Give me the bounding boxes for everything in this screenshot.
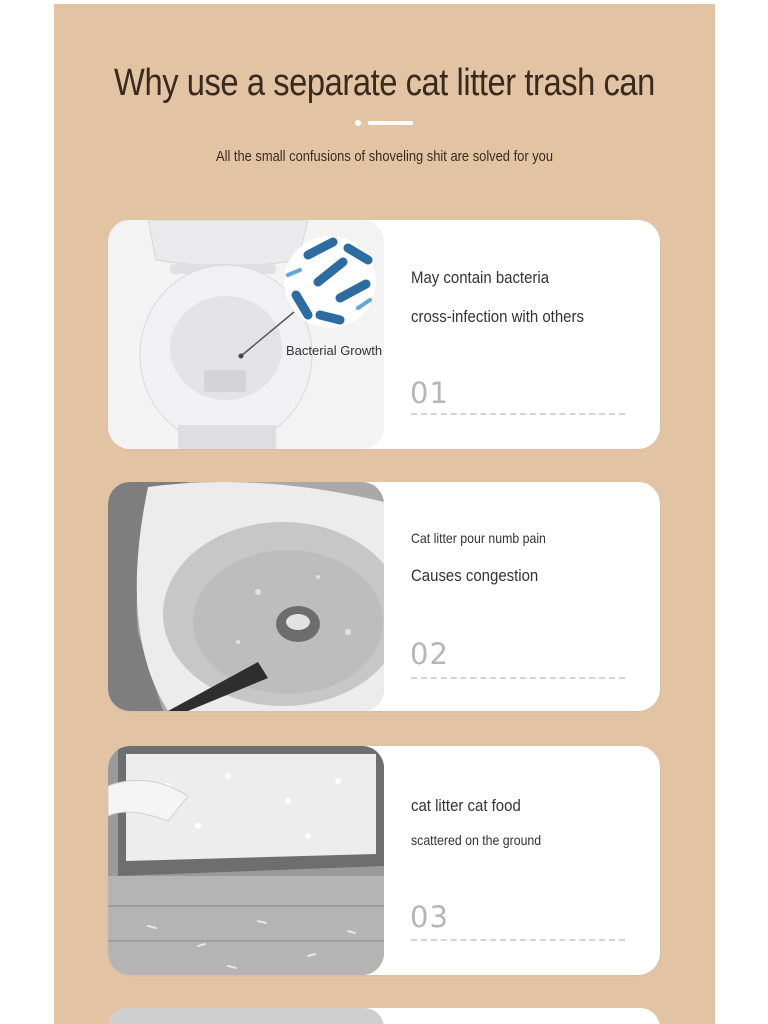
- content-panel: [54, 4, 715, 1024]
- feature-card-3: [108, 746, 660, 975]
- card-3-dashed-line: [411, 939, 625, 941]
- bacterial-growth-label: Bacterial Growth: [286, 343, 383, 358]
- feature-card-2: [108, 482, 660, 711]
- title-divider: [54, 120, 715, 126]
- page-title: Why use a separate cat litter trash can: [114, 62, 655, 104]
- feature-card-1: [108, 220, 660, 449]
- clogged-toilet-photo: [108, 482, 384, 711]
- card-1-dashed-line: [411, 413, 625, 415]
- card-2-dashed-line: [411, 677, 625, 679]
- divider-bar: [368, 121, 413, 125]
- scattered-litter-photo: [108, 746, 384, 975]
- card-3-line-2: scattered on the ground: [411, 832, 542, 848]
- card-2-number: 02: [410, 637, 449, 671]
- divider-dot: [355, 120, 361, 126]
- card-1-line-2: cross-infection with others: [411, 307, 584, 326]
- card-3-line-1: cat litter cat food: [411, 796, 521, 815]
- card-2-line-2: Causes congestion: [411, 566, 539, 585]
- card-1-line-1: May contain bacteria: [411, 268, 550, 287]
- card-4-photo: [108, 1008, 384, 1024]
- page-subtitle: All the small confusions of shoveling shit are solved for you: [215, 148, 554, 165]
- card-1-number: 01: [410, 376, 449, 410]
- card-3-number: 03: [410, 900, 449, 934]
- toilet-bacteria-photo: [108, 220, 384, 449]
- feature-card-4: [108, 1008, 660, 1024]
- card-2-line-1: Cat litter pour numb pain: [411, 530, 546, 546]
